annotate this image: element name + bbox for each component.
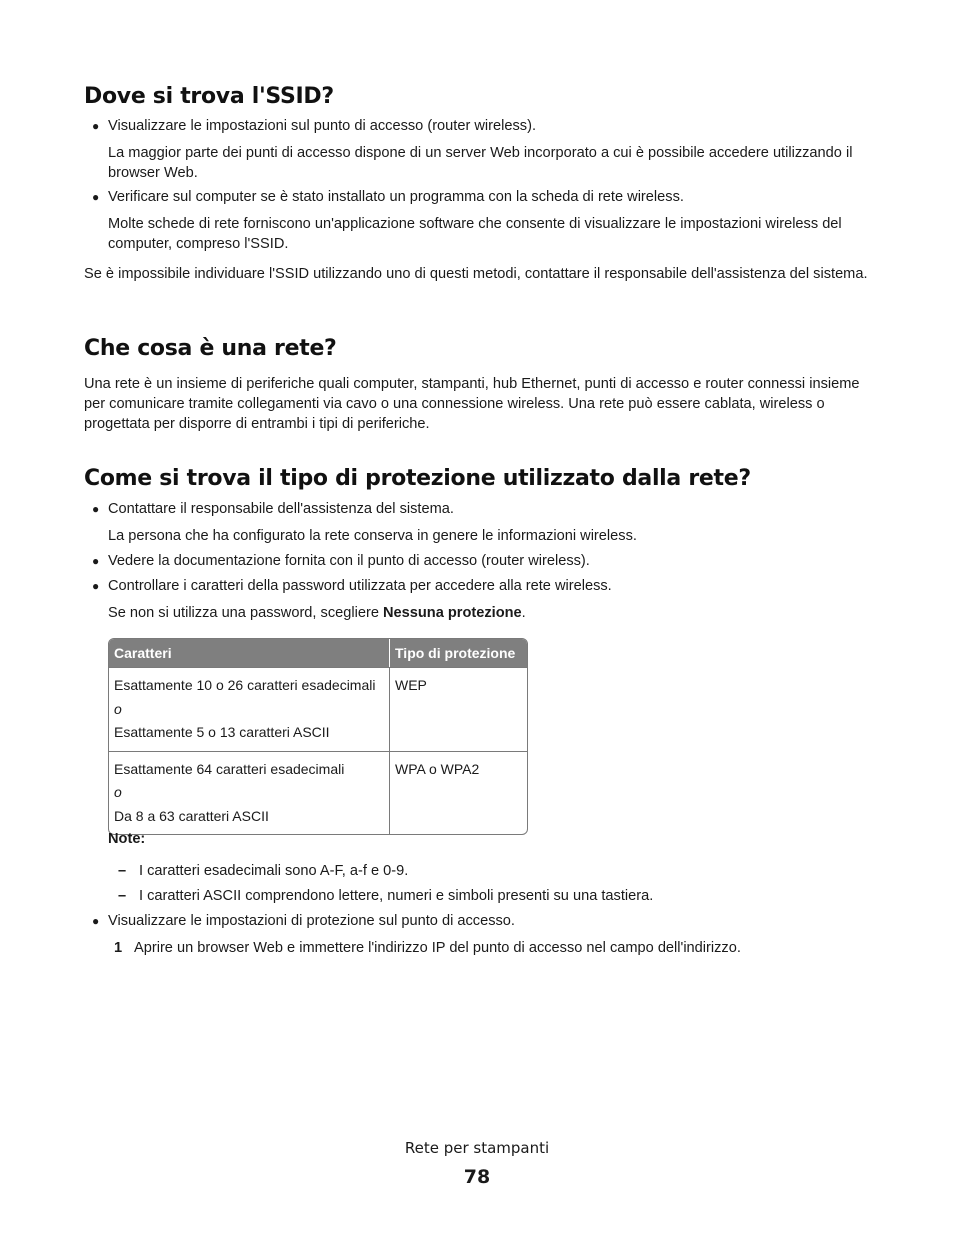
security-bullet-1-note: La persona che ha configurato la rete conserva in genere le informazioni wireless. [108, 528, 637, 544]
note-2: I caratteri ASCII comprendono lettere, numeri e simboli presenti su una tastiera. [139, 888, 654, 904]
note-1: I caratteri esadecimali sono A-F, a-f e 0-9. [139, 863, 409, 879]
cell-line: Esattamente 5 o 13 caratteri ASCII [114, 724, 330, 740]
security-type-table [108, 638, 528, 835]
header-characters: Caratteri [109, 639, 389, 667]
table-row [109, 751, 527, 835]
table-cell-type: WEP [389, 667, 527, 751]
cell-line: Esattamente 64 caratteri esadecimali [114, 760, 345, 777]
bullet-marker: ● [92, 554, 100, 568]
ssid-bullet-1: Visualizzare le impostazioni sul punto di accesso (router wireless). [108, 118, 537, 134]
bullet-marker: ● [92, 502, 100, 516]
header-protection-type: Tipo di protezione [389, 639, 527, 667]
security-bullet-1: Contattare il responsabile dell'assistenza del sistema. [108, 501, 454, 517]
step-1: Aprire un browser Web e immettere l'indirizzo IP del punto di accesso nel campo dell'indirizzo. [134, 940, 741, 956]
heading-security-type: Come si trova il tipo di protezione utilizzato dalla rete? [84, 466, 751, 491]
note-prefix: Se non si utilizza una password, scegliere [108, 605, 383, 621]
bullet-marker: ● [92, 914, 100, 928]
note-suffix: . [521, 605, 526, 621]
bullet-marker: ● [92, 119, 100, 133]
no-protection-option: Nessuna protezione [383, 605, 522, 621]
table-cell-type: WPA o WPA2 [389, 751, 527, 835]
ssid-bullet-2: Verificare sul computer se è stato installato un programma con la scheda di rete wireless. [108, 189, 684, 205]
cell-or: o [114, 784, 122, 800]
security-bullet-3: Controllare i caratteri della password utilizzata per accedere alla rete wireless. [108, 578, 612, 594]
heading-network: Che cosa è una rete? [84, 336, 337, 361]
security-bullet-3-note [108, 603, 878, 623]
cell-line: Da 8 a 63 caratteri ASCII [114, 807, 269, 824]
notes-label: Note: [108, 831, 146, 847]
bullet-marker: ● [92, 190, 100, 204]
ssid-bullet-2-note: Molte schede di rete forniscono un'applicazione software che consente di visualizzare le impostazioni wireless del computer, compreso l'SSID. [108, 216, 842, 252]
security-bullet-4: Visualizzare le impostazioni di protezione sul punto di accesso. [108, 913, 515, 929]
security-bullet-2: Vedere la documentazione fornita con il punto di accesso (router wireless). [108, 553, 590, 569]
ssid-bullet-1-note: La maggior parte dei punti di accesso dispone di un server Web incorporato a cui è possibile accedere utilizzando il browser Web. [108, 145, 853, 181]
table-row [109, 667, 527, 751]
table-cell-characters [109, 751, 389, 835]
dash-marker: – [118, 863, 127, 879]
page-number: 78 [463, 1166, 491, 1188]
cell-or: o [114, 700, 122, 717]
footer-chapter-label: Rete per stampanti [404, 1139, 550, 1157]
table-header-row [109, 639, 527, 667]
network-paragraph: Una rete è un insieme di periferiche quali computer, stampanti, hub Ethernet, punti di accesso e router connessi insieme per comunicare tramite collegamenti via cavo o una connessione wireless. Una rete può essere cablata, wireless o progettata per disporre di entrambi i tipi di periferiche. [84, 376, 860, 432]
dash-marker: – [118, 888, 127, 904]
cell-line: Esattamente 10 o 26 caratteri esadecimali [114, 677, 376, 693]
ssid-paragraph: Se è impossibile individuare l'SSID utilizzando uno di questi metodi, contattare il responsabile dell'assistenza del sistema. [84, 266, 868, 282]
step-number: 1 [114, 940, 123, 956]
bullet-marker: ● [92, 579, 100, 593]
heading-ssid: Dove si trova l'SSID? [84, 84, 334, 109]
table-cell-characters [109, 667, 389, 751]
